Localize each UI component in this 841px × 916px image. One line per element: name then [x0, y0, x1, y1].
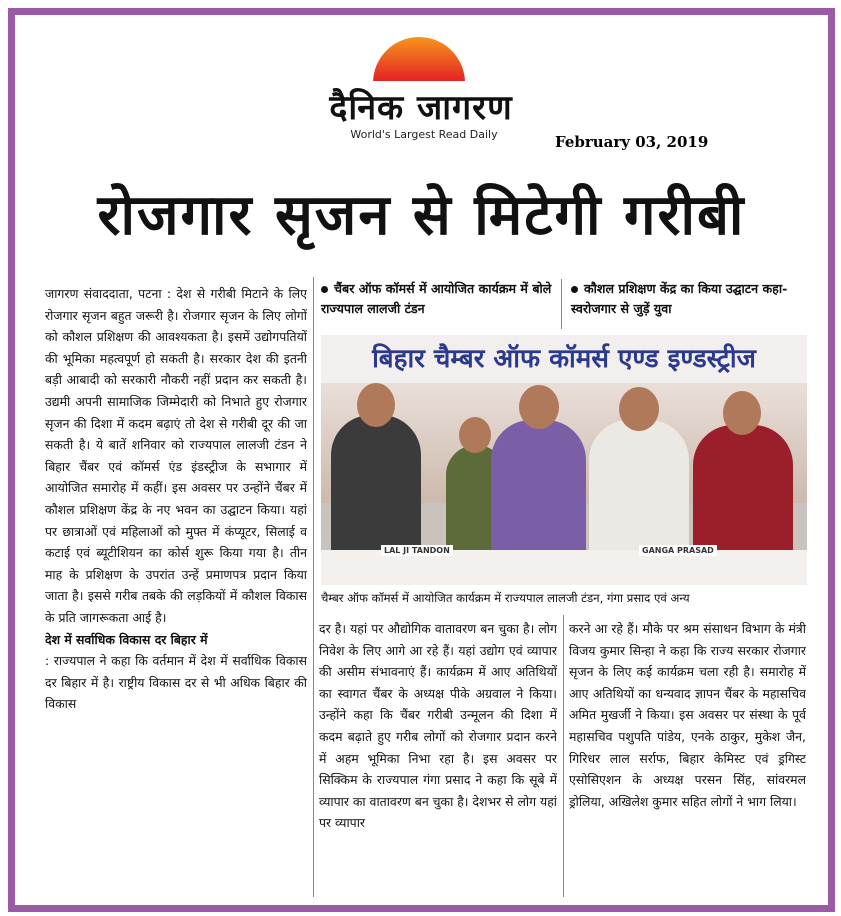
clipping-frame [8, 8, 835, 912]
newspaper-logo [320, 35, 515, 155]
column-divider [313, 277, 314, 897]
article-headline: रोजगार सृजन से मिटेगी गरीबी [97, 183, 746, 248]
article-column-3 [569, 618, 806, 895]
bullet-icon [571, 286, 578, 293]
publication-date: February 03, 2019 [555, 133, 709, 151]
event-photo [321, 335, 807, 585]
logo-tagline: World's Largest Read Daily [350, 128, 498, 141]
article-body-1-tail: : राज्यपाल ने कहा कि वर्तमान में देश में सर्वाधिक विकास दर बिहार में है। राष्ट्रीय विकास दर से भी अधिक बिहार की विकास [45, 653, 307, 712]
article-column-2 [319, 618, 557, 895]
highlight-blurb-2: कौशल प्रशिक्षण केंद्र का किया उद्घाटन कहा-स्वरोजगार से जुड़ें युवा [571, 281, 788, 316]
bullet-icon [321, 286, 328, 293]
namecard-left: LAL JI TANDON [381, 545, 453, 556]
column-divider [563, 615, 564, 897]
photo-caption: चैम्बर ऑफ कॉमर्स में आयोजित कार्यक्रम में राज्यपाल लालजी टंडन, गंगा प्रसाद एवं अन्य [321, 591, 690, 605]
logo-text: दैनिक जागरण [329, 88, 513, 128]
highlight-blurb-1: चैंबर ऑफ कॉमर्स में आयोजित कार्यक्रम में बोले राज्यपाल लालजी टंडन [321, 281, 552, 316]
sun-logo-icon [373, 37, 465, 83]
blurb-divider [561, 279, 562, 329]
article-subhead: देश में सर्वाधिक विकास दर बिहार में [45, 631, 208, 647]
namecard-right: GANGA PRASAD [639, 545, 717, 556]
article-body-1: जागरण संवाददाता, पटना : देश से गरीबी मिटाने के लिए रोजगार सृजन बहुत जरूरी है। रोजगार सृजन के लिए लोगों को कौशल प्रशिक्षण की आवश्यकता है। इसमें उद्योगपतियों की भूमिका महत्वपूर्ण हो सकती है। सरकार देश की इतनी बड़ी आबादी को सरकारी नौकरी नहीं प्रदान कर सकती है। उद्यमी अपनी सामाजिक जिम्मेदारी को निभाते हुए रोजगार सृजन की दिशा में कदम बढ़ाएं तो देश से गरीबी दूर की जा सकती है। ये बातें शनिवार को राज्यपाल लालजी टंडन ने बिहार चैंबर एवं कॉमर्स एंड इंडस्ट्रीज के सभागार में आयोजित समारोह में कहीं। इस अवसर पर उन्होंने चैंबर में कौशल प्रशिक्षण केंद्र के नए भवन का उद्घाटन किया। यहां पर छात्राओं एवं महिलाओं को मुफ्त में कंप्यूटर, सिलाई व कटाई एवं ब्यूटीशियन का कोर्स शुरू किया गया है। तीन माह के प्रशिक्षण के उपरांत उन्हें प्रमाणपत्र प्रदान किया जाता है। इससे गरीब तबके की लड़कियों में कौशल विकास के प्रति जागरूकता आई है। [45, 286, 307, 625]
article-body-2: दर है। यहां पर औद्योगिक वातावरण बन चुका है। लोग निवेश के लिए आगे आ रहे हैं। यहां उद्योग एवं व्यापार की असीम संभावनाएं हैं। कार्यक्रम में आए अतिथियों का स्वागत चैंबर के अध्यक्ष पीके अग्रवाल ने किया। उन्होंने कहा कि चैंबर गरीबी उन्मूलन की दिशा में कदम बढ़ाते हुए गरीब लोगों को रोजगार प्रदान करने में अहम भूमिका निभा रहा है। इस अवसर पर सिक्किम के राज्यपाल गंगा प्रसाद ने कहा कि सूबे में व्यापार का वातावरण बन चुका है। देशभर से लोग यहां पर व्यापार [319, 621, 557, 831]
photo-banner: बिहार चैम्बर ऑफ कॉमर्स एण्ड इण्डस्ट्रीज [321, 335, 807, 383]
article-column-1 [45, 283, 307, 895]
article-body-3: करने आ रहे हैं। मौके पर श्रम संसाधन विभाग के मंत्री विजय कुमार सिन्हा ने कहा कि राज्य सरकार रोजगार सृजन के लिए कई कार्यक्रम चला रही है। समारोह में आए अतिथियों का धन्यवाद ज्ञापन चैंबर के महासचिव अमित मुखर्जी ने किया। इस अवसर पर संस्था के पूर्व महासचिव पशुपति पांडेय, एनके ठाकुर, मुकेश जैन, गिरिधर लाल सर्राफ, बिहार केमिस्ट एवं ड्रगिस्ट एसोसिएशन के अध्यक्ष परसन सिंह, सांवरमल ड्रोलिया, अखिलेश कुमार सहित लोगों ने भाग लिया। [569, 621, 806, 809]
